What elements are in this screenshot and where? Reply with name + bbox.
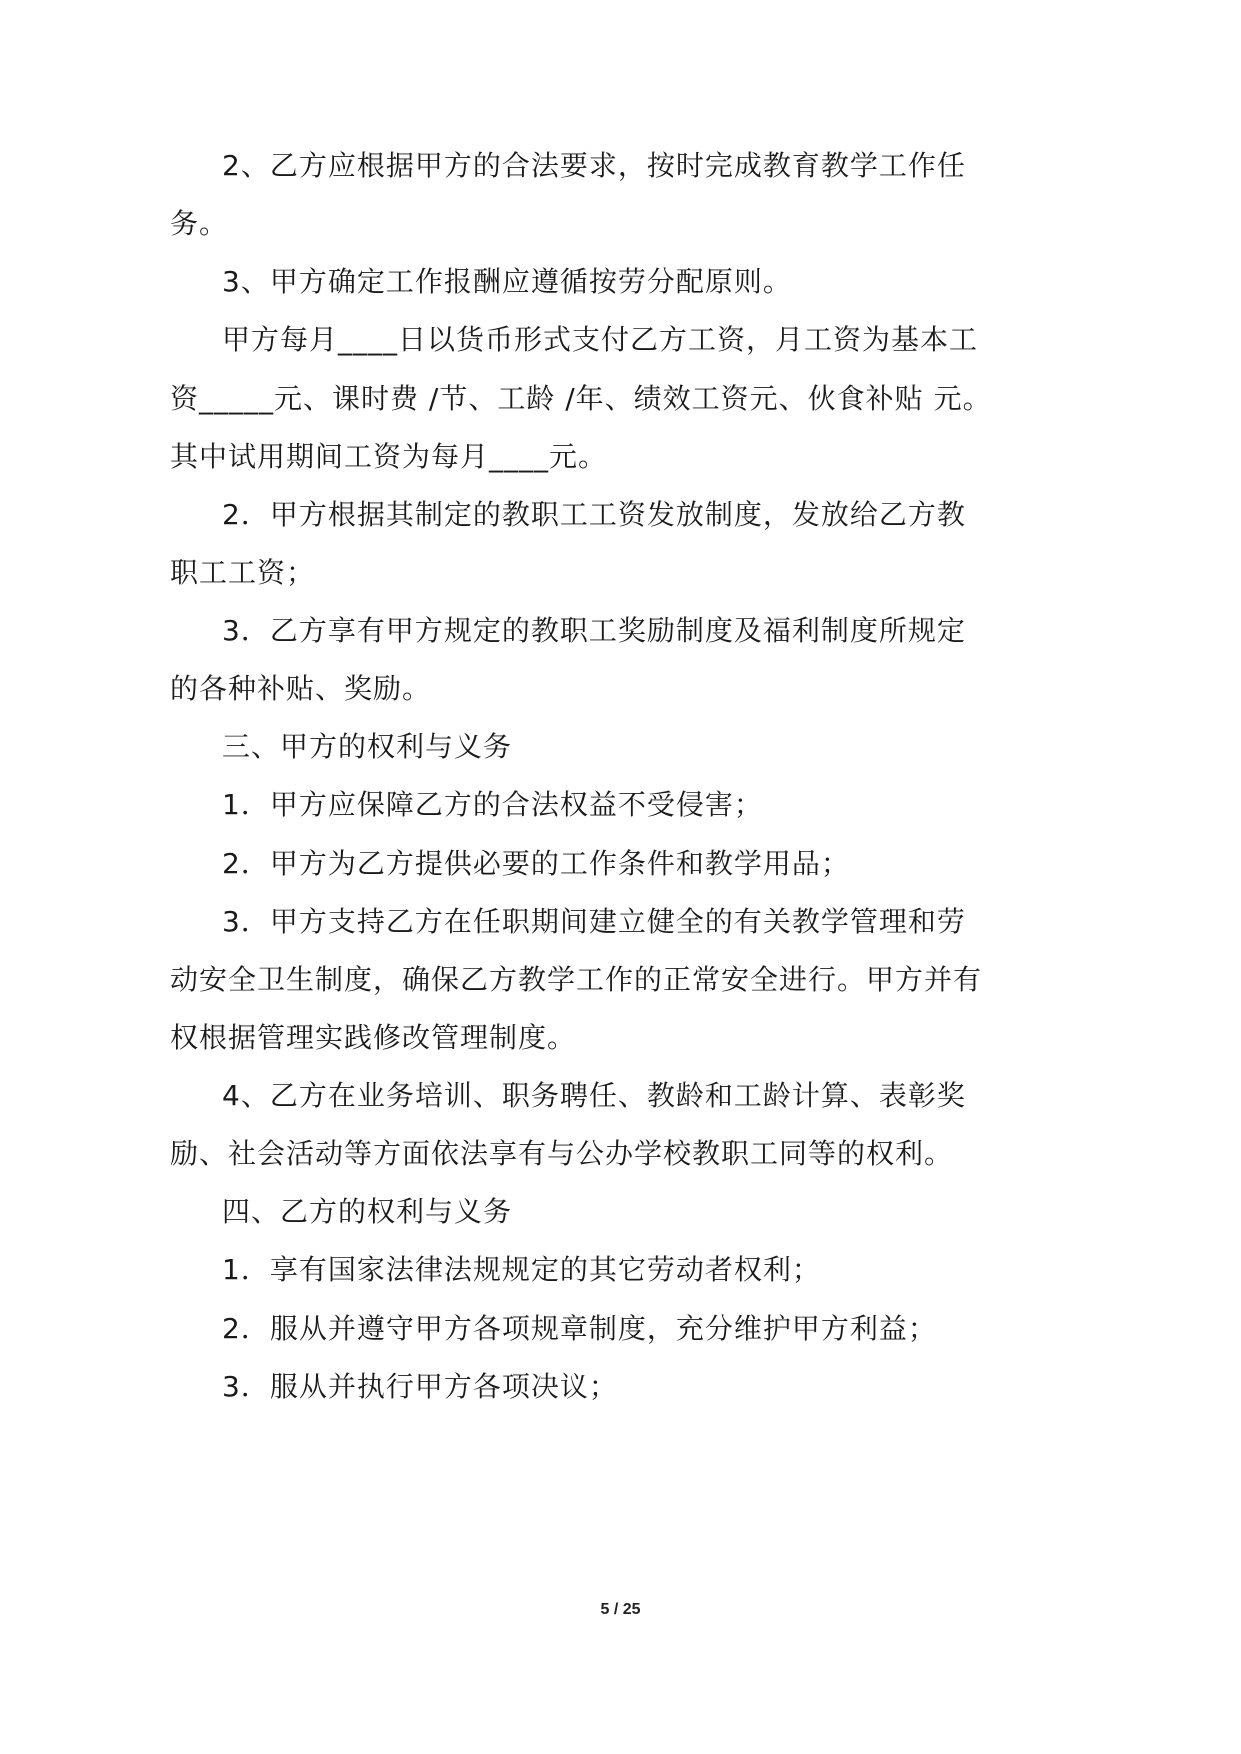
paragraph-line: 资_____元、课时费 /节、工龄 /年、绩效工资元、伙食补贴 元。 xyxy=(170,382,992,415)
paragraph-line: 2．甲方为乙方提供必要的工作条件和教学用品； xyxy=(222,847,850,880)
paragraph-line: 3．乙方享有甲方规定的教职工奖励制度及福利制度所规定 xyxy=(222,614,966,647)
paragraph-line: 其中试用期间工资为每月____元。 xyxy=(170,440,608,473)
paragraph-line: 1．甲方应保障乙方的合法权益不受侵害； xyxy=(222,788,763,821)
paragraph-line: 3、甲方确定工作报酬应遵循按劳分配原则。 xyxy=(222,265,792,298)
paragraph-line: 权根据管理实践修改管理制度。 xyxy=(170,1021,577,1054)
paragraph-line: 2．服从并遵守甲方各项规章制度，充分维护甲方利益； xyxy=(222,1312,937,1345)
paragraph-line: 1．享有国家法律法规规定的其它劳动者权利； xyxy=(222,1253,821,1286)
paragraph-line: 3．服从并执行甲方各项决议； xyxy=(222,1370,618,1403)
paragraph-line: 务。 xyxy=(170,207,229,240)
paragraph-line: 4、乙方在业务培训、职务聘任、教龄和工龄计算、表彰奖 xyxy=(222,1079,966,1112)
paragraph-line: 职工工资； xyxy=(170,556,316,589)
paragraph-line: 2．甲方根据其制定的教职工工资发放制度，发放给乙方教 xyxy=(222,498,966,531)
paragraph-line: 甲方每月____日以货币形式支付乙方工资，月工资为基本工 xyxy=(222,323,979,356)
section-heading: 三、甲方的权利与义务 xyxy=(222,730,513,763)
paragraph-line: 2、乙方应根据甲方的合法要求，按时完成教育教学工作任 xyxy=(222,149,966,182)
paragraph-line: 励、社会活动等方面依法享有与公办学校教职工同等的权利。 xyxy=(170,1137,954,1170)
paragraph-line: 动安全卫生制度，确保乙方教学工作的正常安全进行。甲方并有 xyxy=(170,963,983,996)
section-heading: 四、乙方的权利与义务 xyxy=(222,1195,513,1228)
paragraph-line: 的各种补贴、奖励。 xyxy=(170,672,432,705)
page-number: 5 / 25 xyxy=(600,1601,641,1618)
paragraph-line: 3．甲方支持乙方在任职期间建立健全的有关教学管理和劳 xyxy=(222,905,966,938)
